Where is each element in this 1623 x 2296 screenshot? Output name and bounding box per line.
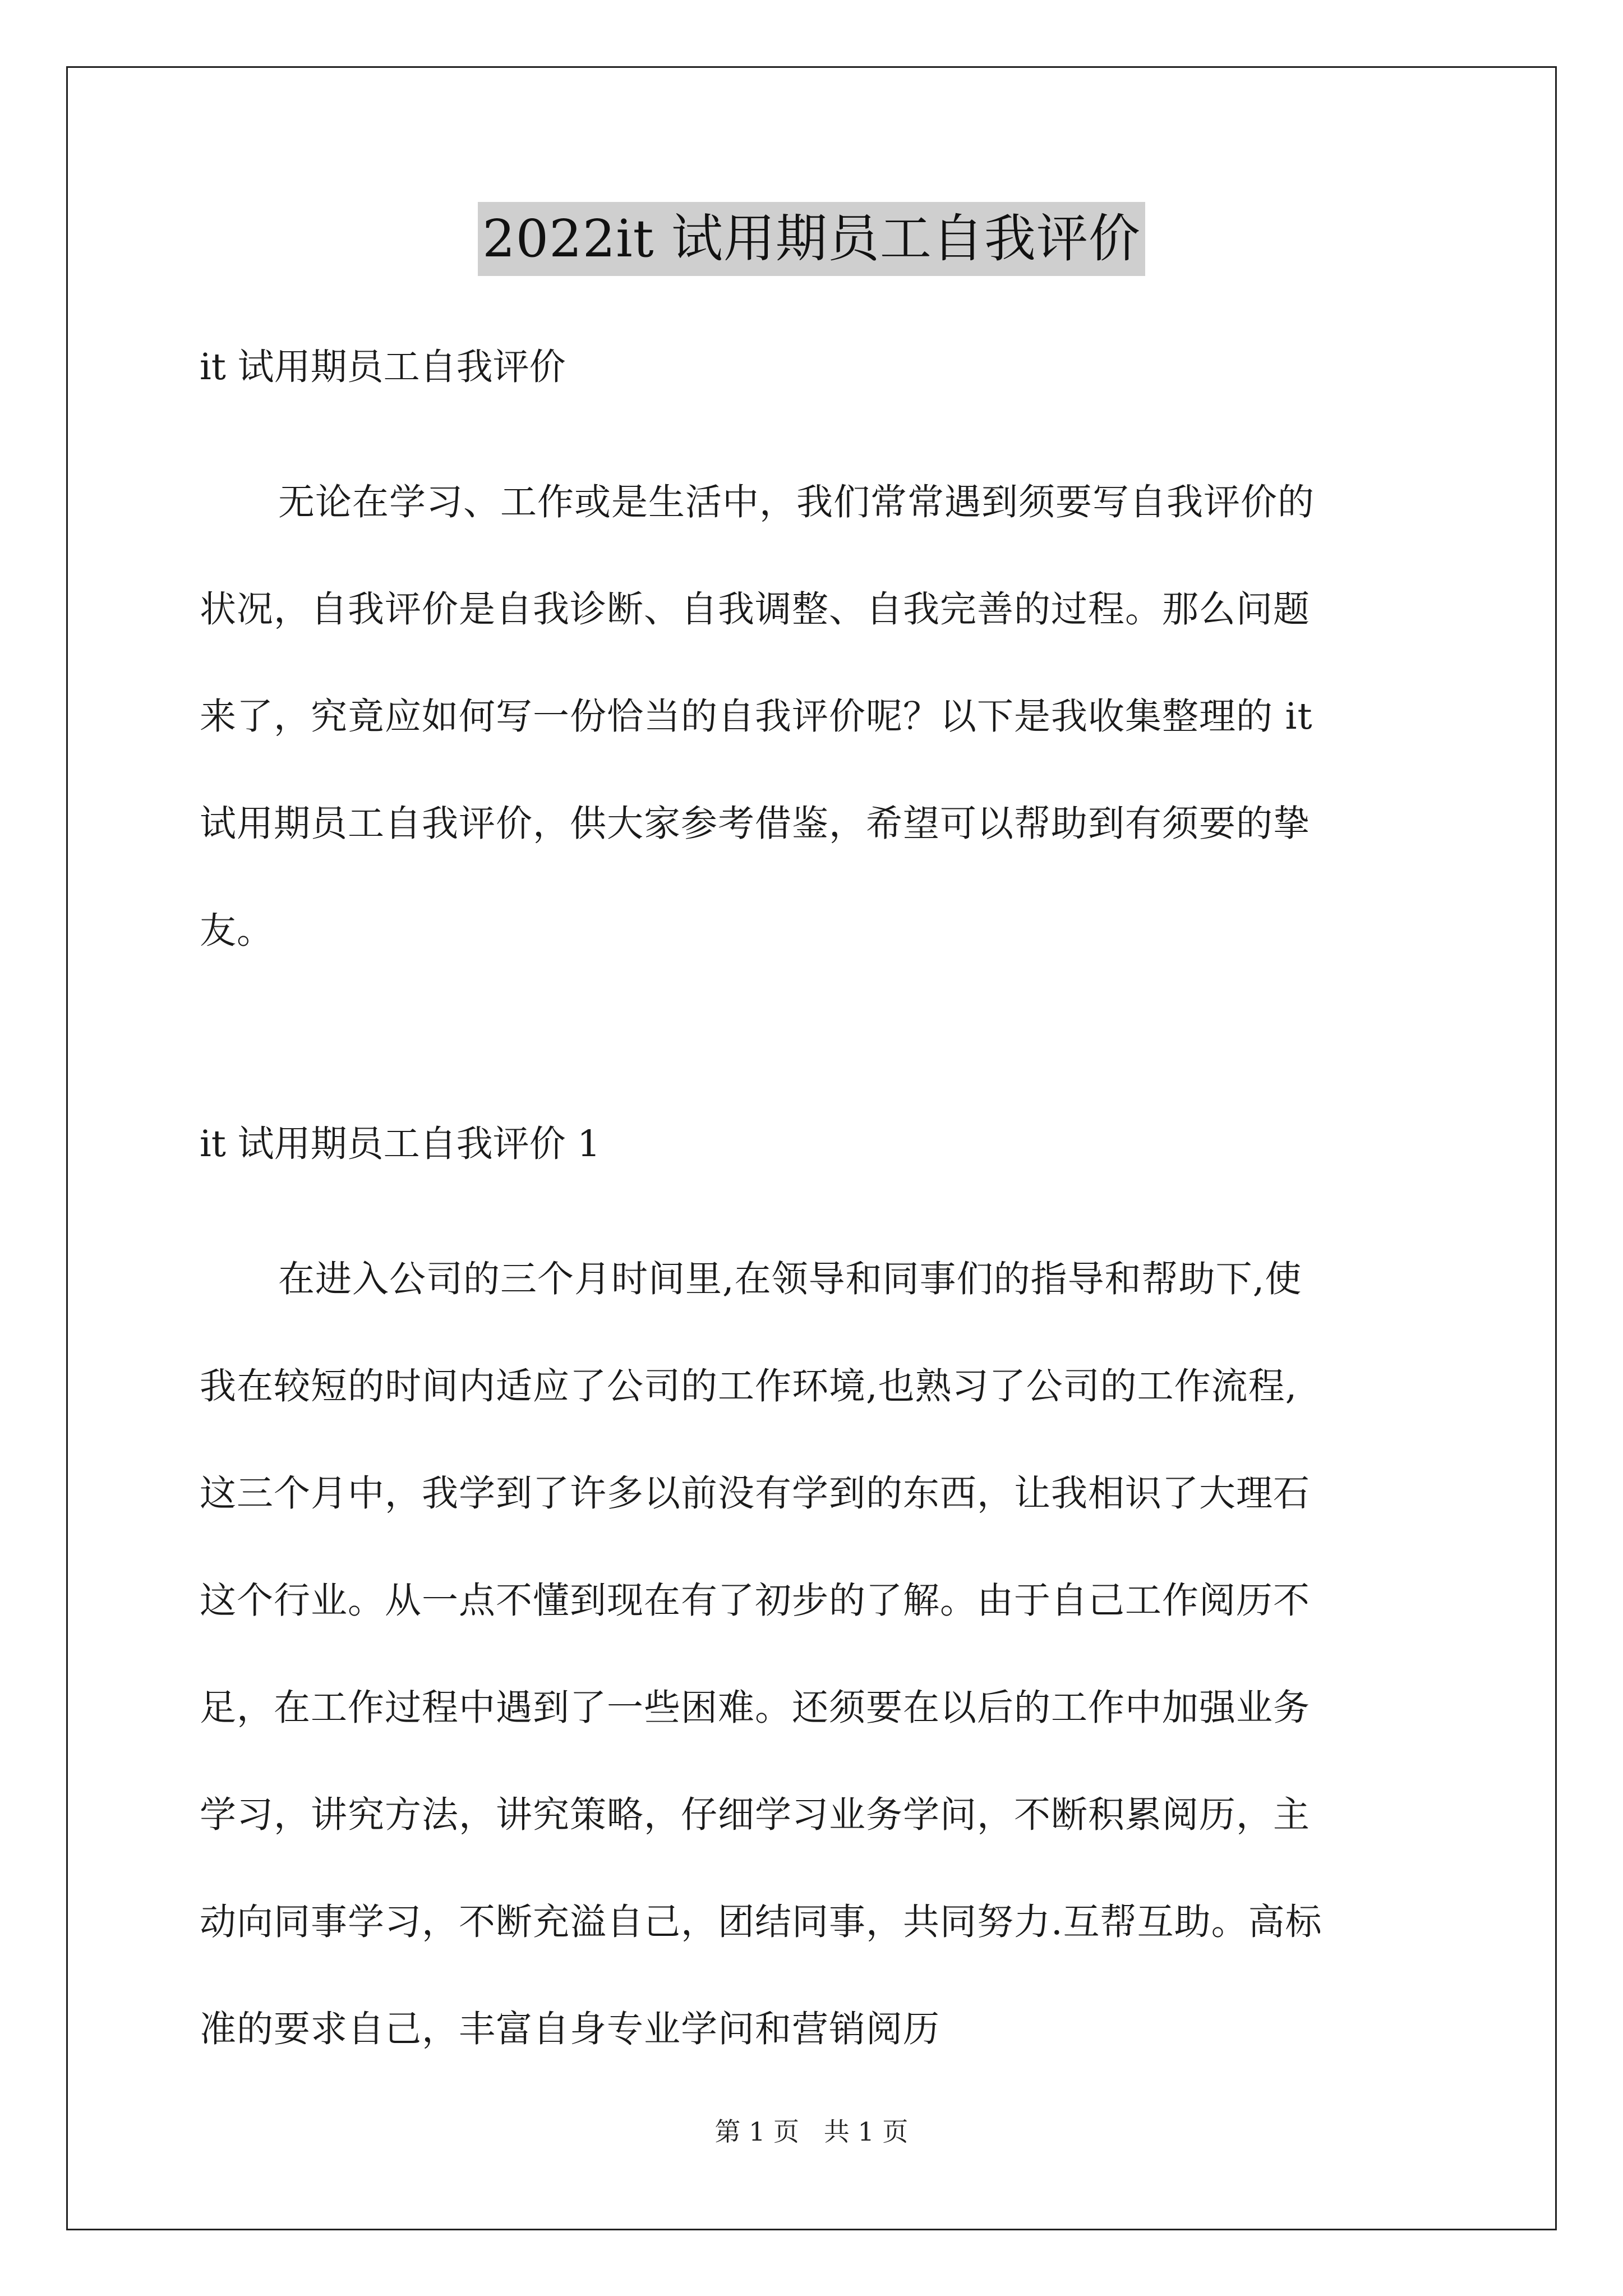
page-number: 第 1 页 共 1 页 <box>714 2116 909 2147</box>
paragraph-line: 来了，究竟应如何写一份恰当的自我评价呢？以下是我收集整理的 it <box>200 696 1313 738</box>
paragraph-line: 准的要求自己，丰富自身专业学问和营销阅历 <box>200 2008 940 2050</box>
document-title: 2022it 试用期员工自我评价 <box>478 202 1145 276</box>
section-1-heading: it 试用期员工自我评价 1 <box>200 1123 601 1165</box>
section-1-paragraph <box>200 1226 1433 2083</box>
paragraph-line: 友。 <box>200 910 274 952</box>
paragraph-line: 这三个月中，我学到了许多以前没有学到的东西，让我相识了大理石 <box>200 1473 1311 1515</box>
document-body <box>200 342 1433 2083</box>
paragraph-line: 在进入公司的三个月时间里,在领导和同事们的指导和帮助下,使 <box>278 1258 1302 1300</box>
intro-heading: it 试用期员工自我评价 <box>200 346 566 388</box>
paragraph-line: 学习，讲究方法，讲究策略，仔细学习业务学问，不断积累阅历，主 <box>200 1794 1311 1836</box>
paragraph-line: 状况，自我评价是自我诊断、自我调整、自我完善的过程。那么问题 <box>200 588 1311 631</box>
paragraph-line: 足，在工作过程中遇到了一些困难。还须要在以后的工作中加强业务 <box>200 1687 1311 1729</box>
paragraph-line: 无论在学习、工作或是生活中，我们常常遇到须要写自我评价的 <box>278 481 1315 523</box>
paragraph-line: 我在较短的时间内适应了公司的工作环境,也熟习了公司的工作流程, <box>200 1365 1298 1407</box>
paragraph-line: 这个行业。从一点不懂到现在有了初步的了解。由于自己工作阅历不 <box>200 1580 1311 1622</box>
paragraph-line: 动向同事学习，不断充溢自己，团结同事，共同努力.互帮互助。高标 <box>200 1901 1322 1943</box>
title-container <box>0 202 1623 276</box>
page-footer <box>0 2115 1623 2148</box>
intro-paragraph <box>200 449 1433 984</box>
paragraph-line: 试用期员工自我评价，供大家参考借鉴，希望可以帮助到有须要的挚 <box>200 803 1311 845</box>
